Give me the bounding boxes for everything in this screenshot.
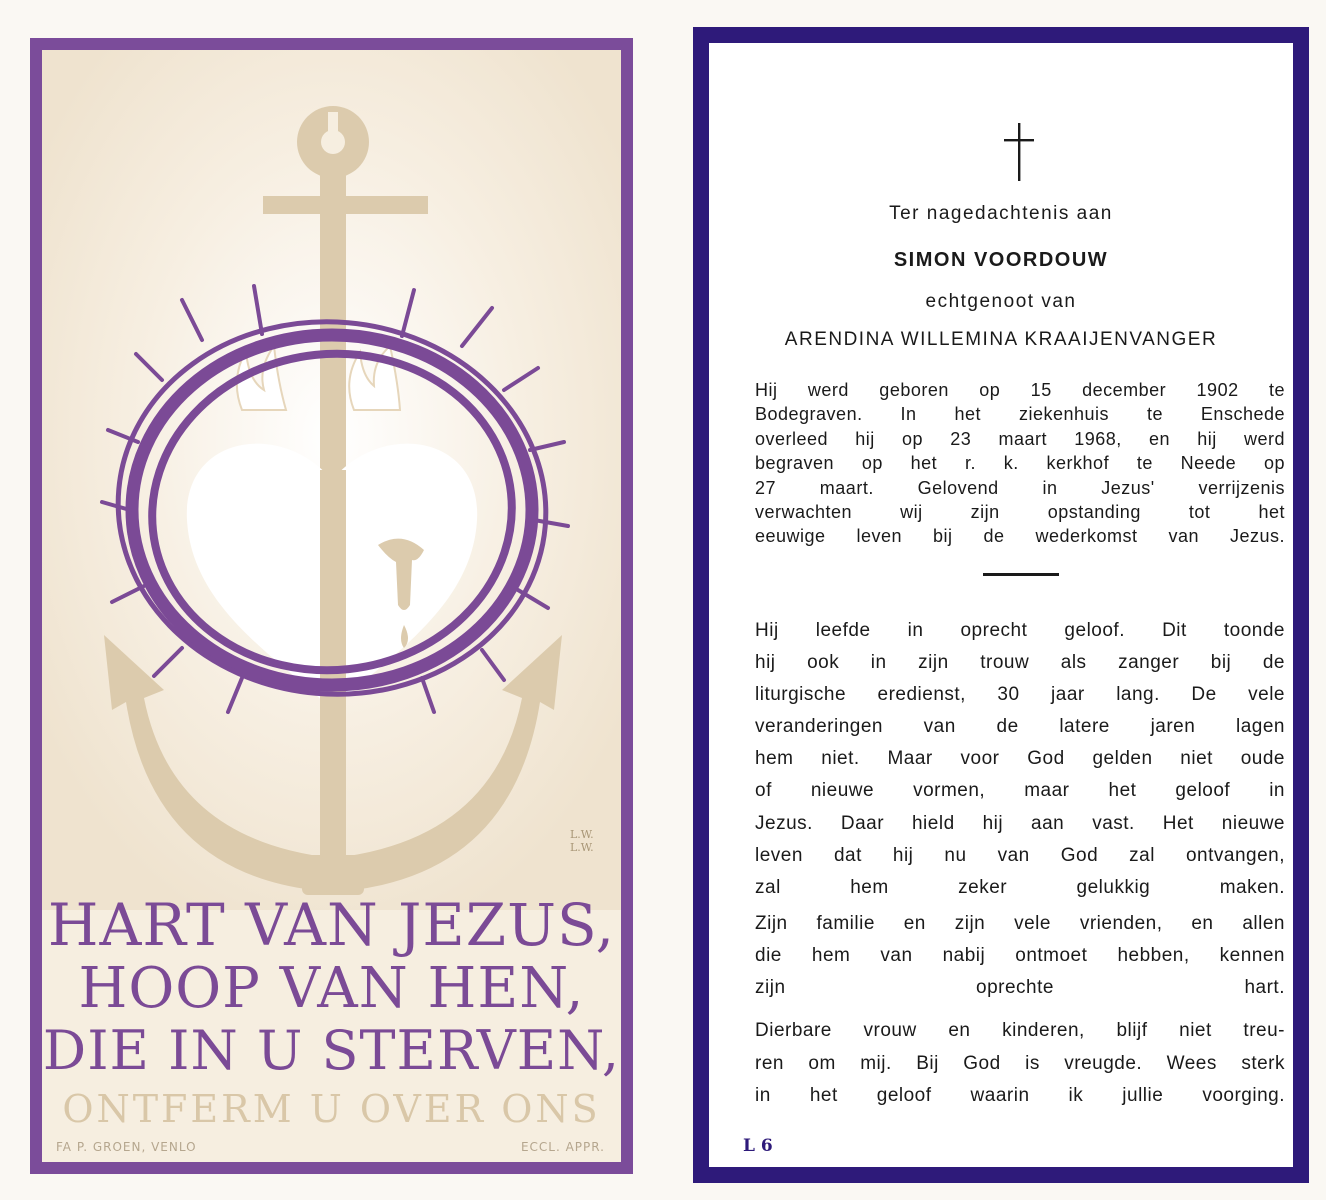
back-card-inner — [709, 43, 1293, 1167]
tribute-line: Jezus. Daar hield hij aan vast. Het nieuwe — [755, 812, 1285, 834]
memory-line: Ter nagedachtenis aan — [889, 203, 1113, 224]
slogan-line-3: DIE IN U STERVEN, — [42, 1019, 621, 1082]
bio-line: 27 maart. Gelovend in Jezus' verrijzenis — [755, 477, 1285, 498]
slogan-line-4: ONTFERM U OVER ONS — [62, 1087, 601, 1131]
cross-icon — [1004, 123, 1034, 181]
tribute-line: Hij leefde in oprecht geloof. Dit toonde — [755, 620, 1285, 641]
slogan-line-2: HOOP VAN HEN, — [78, 956, 585, 1021]
tribute-line: Zijn familie en zijn vele vrienden, en allen — [755, 913, 1285, 934]
tribute-line: leven dat hij nu van God zal ontvangen, — [755, 844, 1285, 866]
tribute-line: zal hem zeker gelukkig maken. — [755, 876, 1285, 898]
artist-initials: L.W. L.W. — [570, 828, 594, 854]
bio-line: eeuwige leven bij de wederkomst van Jezus. — [755, 526, 1285, 547]
tribute-line: veranderingen van de latere jaren lagen — [755, 716, 1285, 738]
bio-line: begraven op het r. k. kerkhof te Neede op — [755, 453, 1285, 474]
divider-line — [983, 573, 1059, 576]
bio-line: Bodegraven. In het ziekenhuis te Enschede — [755, 404, 1285, 425]
slogan — [42, 892, 621, 1136]
tribute-line: in het geloof waarin ik jullie voorging. — [755, 1085, 1285, 1106]
tribute-line: hij ook in zijn trouw als zanger bij de — [755, 652, 1285, 674]
anchor-ring-gap — [328, 112, 338, 142]
deceased-name: SIMON VOORDOUW — [893, 249, 1109, 271]
front-card — [30, 38, 633, 1174]
printer-imprint: FA P. GROEN, VENLO — [56, 1140, 197, 1154]
tribute-line: zijn oprechte hart. — [755, 977, 1285, 998]
bio-line: overleed hij op 23 maart 1968, en hij werd — [755, 428, 1285, 449]
bio-line: Hij werd geboren op 15 december 1902 te — [755, 380, 1285, 400]
tribute-paragraph-3 — [755, 1015, 1285, 1113]
bio-paragraph — [755, 378, 1285, 549]
tribute-paragraph-2 — [755, 908, 1285, 1004]
approval-imprint: ECCL. APPR. — [520, 1140, 605, 1154]
emblem-illustration — [42, 50, 621, 910]
tribute-line: hem niet. Maar voor God gelden niet oude — [755, 748, 1285, 770]
back-card — [693, 27, 1309, 1183]
tribute-line: Dierbare vrouw en kinderen, blijf niet treu- — [755, 1020, 1285, 1041]
card-code: L 6 — [743, 1136, 773, 1156]
tribute-line: die hem van nabij ontmoet hebben, kennen — [755, 945, 1285, 966]
tribute-line: of nieuwe vormen, maar het geloof in — [755, 780, 1285, 802]
tribute-paragraph-1 — [755, 615, 1285, 904]
slogan-line-1: HART VAN JEZUS, — [47, 891, 616, 959]
tribute-line: liturgische eredienst, 30 jaar lang. De vele — [755, 684, 1285, 706]
tribute-line: ren om mij. Bij God is vreugde. Wees sterk — [755, 1052, 1285, 1074]
front-card-inner — [42, 50, 621, 1162]
spouse-of-line: echtgenoot van — [925, 291, 1077, 312]
bio-line: verwachten wij zijn opstanding tot het — [755, 502, 1285, 523]
spouse-name: ARENDINA WILLEMINA KRAAIJENVANGER — [784, 329, 1218, 350]
